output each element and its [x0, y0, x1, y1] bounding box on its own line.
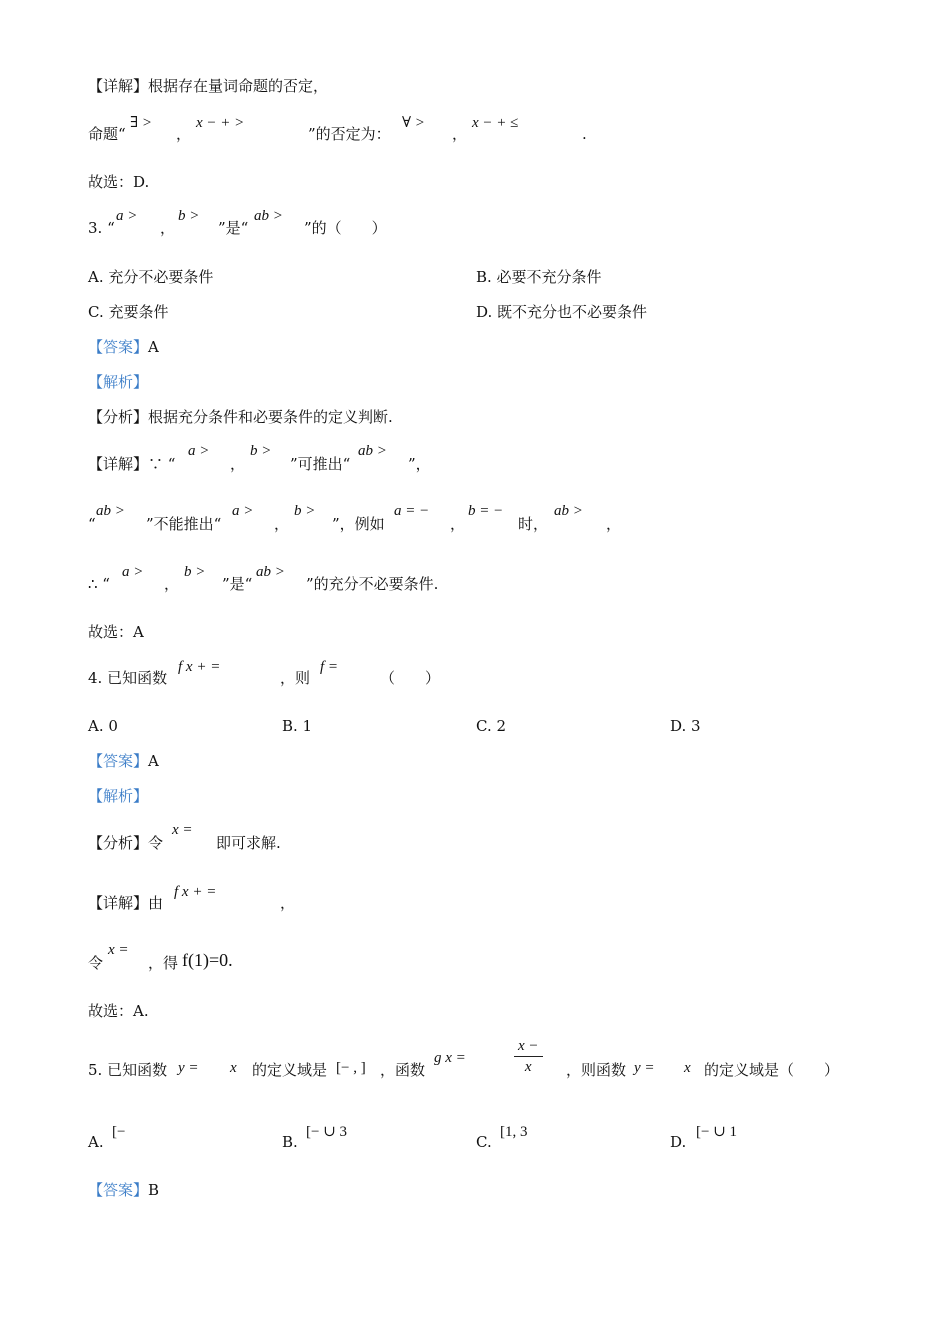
q3-l3-formula-ab: ab >	[256, 564, 285, 580]
q4-option-b: B. 1	[282, 717, 313, 735]
q3-l2-end: ，	[606, 515, 622, 533]
q4-stem: 4. 已知函数	[88, 669, 168, 687]
q3-option-a: A. 充分不必要条件	[88, 268, 214, 286]
q4-l2-b: ，得	[148, 954, 179, 972]
q3-formula-a: a >	[116, 208, 138, 224]
text-negation: ”的否定为：	[308, 125, 391, 143]
text-comma: ，	[164, 575, 180, 593]
q4-detail-line-1	[88, 893, 163, 913]
fenxi-text: 根据充分条件和必要条件的定义判断.	[148, 408, 393, 426]
fraction-numerator: x −	[514, 1036, 543, 1057]
detail-line-1	[88, 76, 328, 96]
text: 命题“	[88, 125, 126, 143]
proposition-line	[88, 124, 126, 144]
q5-option-a-label: A.	[88, 1133, 104, 1151]
q3-is: ”是“	[218, 219, 249, 237]
q3-l2-formula-b: b >	[294, 503, 316, 519]
q5-stem: 5. 已知函数	[88, 1061, 168, 1079]
q5-option-c-math: [1, 3	[500, 1124, 528, 1140]
answer-value: A	[148, 752, 159, 770]
q3-det-formula-ab: ab >	[358, 443, 387, 459]
q3-l2-formula-ab2: ab >	[554, 503, 583, 519]
fraction-denominator: x	[524, 1059, 532, 1075]
detail-a: 由	[148, 894, 164, 912]
fenxi-head: 【分析】	[88, 408, 149, 426]
formula-exists: ∃ >	[130, 115, 153, 131]
text-comma: ，	[230, 455, 246, 473]
answer-value: A	[148, 338, 159, 356]
q4-det-end: ，	[280, 894, 296, 912]
q5-option-b-math: [− ∪ 3	[306, 1124, 348, 1140]
q5-answer	[88, 1180, 159, 1200]
text-period: .	[582, 125, 587, 143]
q5-formula-g: g x =	[434, 1050, 466, 1066]
q3-l3-formula-a: a >	[122, 564, 144, 580]
answer-head: 【答案】	[88, 338, 149, 356]
answer-value: B	[148, 1181, 160, 1199]
q5-formula-x: x	[230, 1060, 237, 1076]
q3-detail-line-2: “	[88, 515, 96, 533]
q3-formula-ab: ab >	[254, 208, 283, 224]
formula-forall-expr: x − + ≤	[472, 115, 519, 131]
q4-option-d: D. 3	[670, 717, 701, 735]
text-comma: ，	[160, 219, 176, 237]
q4-option-a: A. 0	[88, 717, 118, 735]
q3-stem: 3. “	[88, 219, 115, 237]
q3-choose: 故选：A	[88, 623, 144, 641]
text-comma: ，	[176, 125, 192, 143]
fraction	[514, 1036, 543, 1077]
q3-fenxi	[88, 407, 393, 427]
fenxi-a: 令	[148, 834, 164, 852]
q3-formula-b: b >	[178, 208, 200, 224]
fenxi-head: 【分析】	[88, 834, 149, 852]
q4-then: ，则	[280, 669, 311, 687]
q3-l2-when: 时，	[518, 515, 549, 533]
q5-formula-y: y =	[178, 1060, 199, 1076]
q4-l2-formula: x =	[108, 942, 129, 958]
q3-det-end: ”，	[408, 455, 431, 473]
q3-det-can: ”可推出“	[290, 455, 351, 473]
q3-l3-formula-b: b >	[184, 564, 206, 580]
text-comma: ，	[452, 125, 468, 143]
q5-interval: [− , ]	[336, 1060, 366, 1076]
detail-head: 【详解】	[88, 77, 149, 95]
q3-answer	[88, 337, 159, 357]
q5-option-d-math: [− ∪ 1	[696, 1124, 738, 1140]
formula-exists-expr: x − + >	[196, 115, 245, 131]
q3-l3-is: ”是“	[222, 575, 253, 593]
q4-fenxi-formula: x =	[172, 822, 193, 838]
detail-head: 【详解】	[88, 894, 149, 912]
q4-fenxi-b: 即可求解.	[216, 834, 281, 852]
q3-det-formula-b: b >	[250, 443, 272, 459]
q4-det-formula: f x + =	[174, 884, 217, 900]
q3-detail-line-1	[88, 454, 175, 474]
q4-result: f(1)=0.	[182, 950, 233, 970]
q5-domain-ask: 的定义域是（ ）	[704, 1061, 840, 1079]
q4-option-c: C. 2	[476, 717, 507, 735]
q3-l3-end: ”的充分不必要条件.	[306, 575, 439, 593]
text-comma: ，	[450, 515, 466, 533]
q4-detail-line-2: 令	[88, 954, 104, 972]
q5-formula-y2: y =	[634, 1060, 655, 1076]
q5-option-c-label: C.	[476, 1133, 492, 1151]
q3-l2-formula-b-neg: b = −	[468, 503, 504, 519]
q3-l2-cannot: ”不能推出“	[146, 515, 222, 533]
q4-formula-f: f x + =	[178, 659, 221, 675]
choose-line-1: 故选：D.	[88, 173, 150, 191]
because: ∵ “	[148, 455, 176, 473]
detail-text: 根据存在量词命题的否定，	[148, 77, 329, 95]
text-comma: ，	[274, 515, 290, 533]
q5-option-d-label: D.	[670, 1133, 687, 1151]
q3-of: ”的（ ）	[304, 219, 387, 237]
q5-domain-text: 的定义域是	[252, 1061, 328, 1079]
q4-fenxi	[88, 833, 163, 853]
q4-paren: （ ）	[380, 669, 441, 687]
q5-formula-x2: x	[684, 1060, 691, 1076]
q3-detail-line-3: ∴ “	[88, 575, 110, 593]
q3-l2-formula-ab: ab >	[96, 503, 125, 519]
q5-comma-func: ，函数	[380, 1061, 426, 1079]
q3-option-d: D. 既不充分也不必要条件	[476, 303, 648, 321]
q4-formula-f2: f =	[320, 659, 339, 675]
q3-l2-formula-a-neg: a = −	[394, 503, 430, 519]
q3-option-c: C. 充要条件	[88, 303, 169, 321]
q4-choose: 故选：A.	[88, 1002, 149, 1020]
q3-option-b: B. 必要不充分条件	[476, 268, 602, 286]
q4-analysis-head: 【解析】	[88, 787, 149, 805]
answer-head: 【答案】	[88, 1181, 149, 1199]
q5-then: ，则函数	[566, 1061, 627, 1079]
q3-det-formula-a: a >	[188, 443, 210, 459]
detail-head: 【详解】	[88, 455, 149, 473]
q4-answer	[88, 751, 159, 771]
q3-analysis-head: 【解析】	[88, 373, 149, 391]
answer-head: 【答案】	[88, 752, 149, 770]
q3-l2-eg: ”，例如	[332, 515, 385, 533]
q5-option-a-math: [−	[112, 1124, 126, 1140]
q5-option-b-label: B.	[282, 1133, 298, 1151]
q5-fraction	[514, 1036, 543, 1077]
q3-l2-formula-a: a >	[232, 503, 254, 519]
formula-forall: ∀ >	[402, 115, 425, 131]
